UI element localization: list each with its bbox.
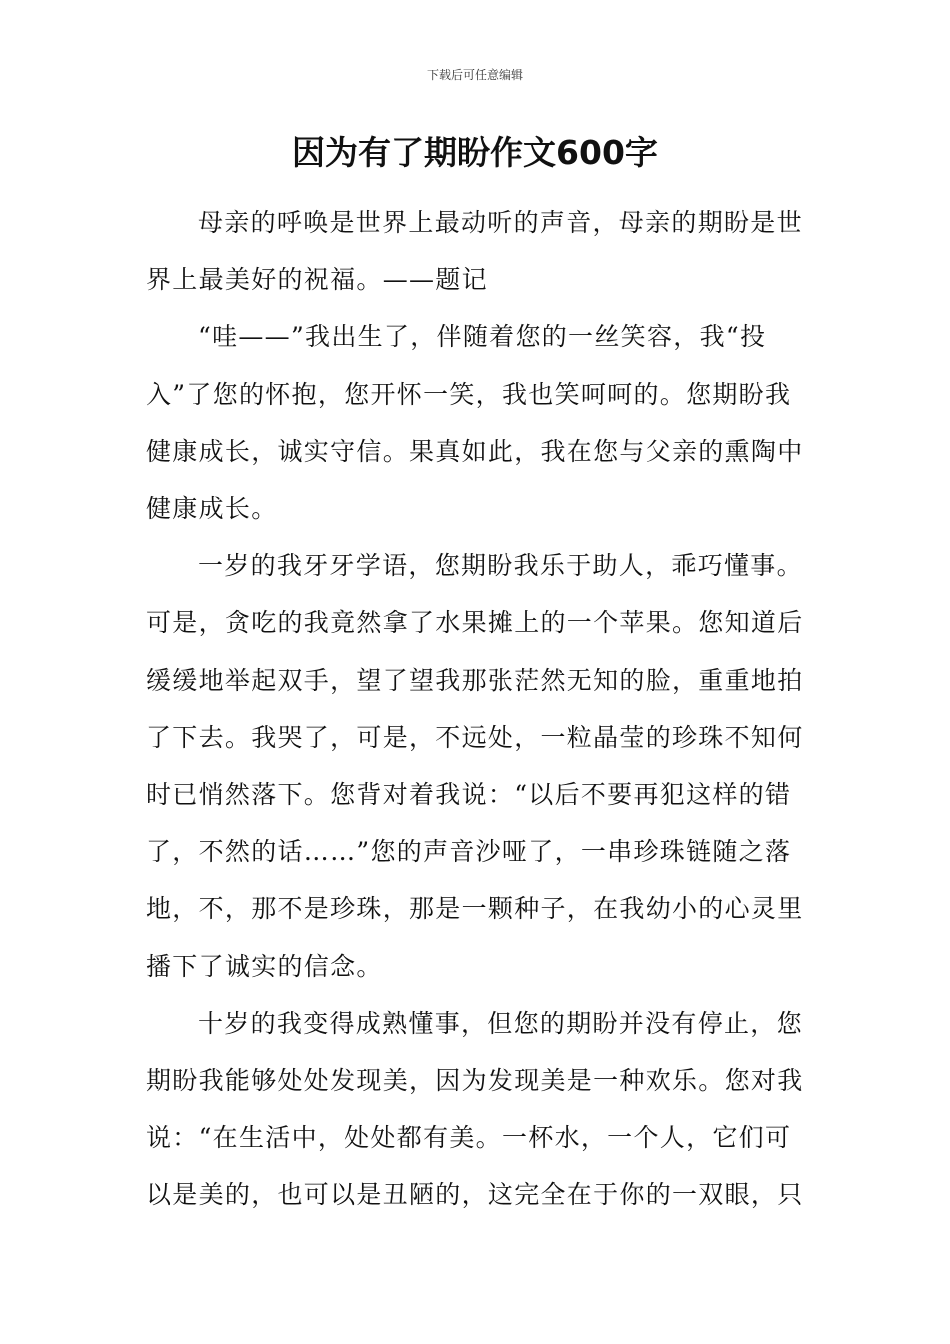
text-line: 入”了您的怀抱，您开怀一笑，我也笑呵呵的。您期盼我 <box>146 379 792 409</box>
text-line: 十岁的我变得成熟懂事，但您的期盼并没有停止，您 <box>198 1008 803 1038</box>
document-body <box>146 194 806 1224</box>
text-line: 时已悄然落下。您背对着我说：“以后不要再犯这样的错 <box>146 780 792 810</box>
header-note: 下载后可任意编辑 <box>426 68 523 82</box>
text-line: 期盼我能够处处发现美，因为发现美是一种欢乐。您对我 <box>146 1066 804 1096</box>
text-line: 可是，贪吃的我竟然拿了水果摊上的一个苹果。您知道后 <box>146 608 804 638</box>
text-line: 播下了诚实的信念。 <box>146 951 383 981</box>
text-line: 健康成长，诚实守信。果真如此，我在您与父亲的熏陶中 <box>146 436 804 466</box>
text-line: 地，不，那不是珍珠，那是一颗种子，在我幼小的心灵里 <box>146 894 804 924</box>
text-line: 缓缓地举起双手，望了望我那张茫然无知的脸，重重地拍 <box>146 665 804 695</box>
text-line: “哇——”我出生了，伴随着您的一丝笑容，我“投 <box>198 322 767 352</box>
text-line: 以是美的，也可以是丑陋的，这完全在于你的一双眼，只 <box>146 1180 804 1210</box>
paragraph-birth <box>146 308 806 537</box>
text-line: 说：“在生活中，处处都有美。一杯水，一个人，它们可 <box>146 1123 792 1153</box>
text-line: 健康成长。 <box>146 494 278 524</box>
paragraph-epigraph <box>146 194 806 308</box>
text-line: 一岁的我牙牙学语，您期盼我乐于助人，乖巧懂事。 <box>198 551 803 581</box>
document-title: 因为有了期盼作文600字 <box>292 133 658 172</box>
paragraph-age-ten <box>146 995 806 1224</box>
text-line: 了，不然的话……”您的声音沙哑了，一串珍珠链随之落 <box>146 837 792 867</box>
paragraph-age-one <box>146 537 806 995</box>
text-line: 界上最美好的祝福。——题记 <box>146 265 488 295</box>
text-line: 了下去。我哭了，可是，不远处，一粒晶莹的珍珠不知何 <box>146 722 804 752</box>
text-line: 母亲的呼唤是世界上最动听的声音，母亲的期盼是世 <box>198 208 803 237</box>
